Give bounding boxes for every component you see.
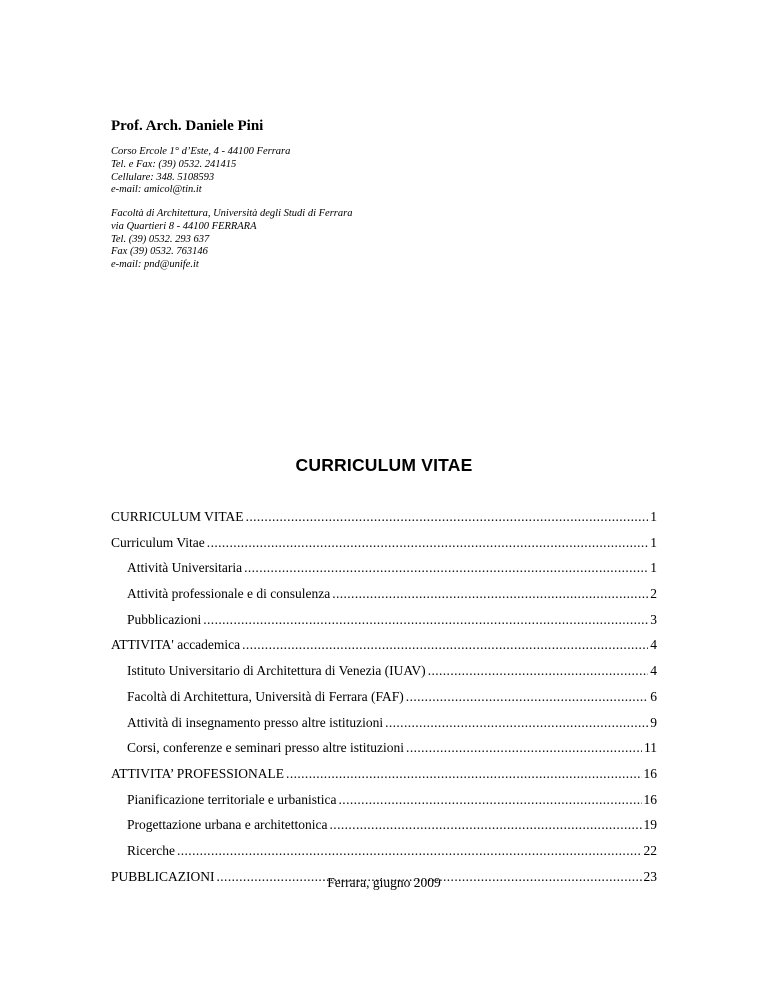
toc-entry[interactable]: [111, 843, 657, 869]
toc-entry-page: 2: [650, 586, 657, 602]
faculty-address-street: via Quartieri 8 - 44100 FERRARA: [111, 220, 257, 232]
home-address-email: e-mail: amicol@tin.it: [111, 184, 202, 196]
home-address-block: [111, 146, 290, 197]
toc-entry[interactable]: [111, 663, 657, 689]
toc-entry[interactable]: [111, 766, 657, 792]
toc-entry-label: Pubblicazioni: [127, 611, 202, 627]
toc-entry-page: 4: [650, 637, 657, 653]
toc-entry-label: Attività professionale e di consulenza: [127, 586, 331, 602]
toc-dot-leader: [330, 817, 642, 833]
toc-dot-leader: [428, 663, 649, 679]
toc-entry[interactable]: [111, 689, 657, 715]
toc-entry-label: ATTIVITA' accademica: [111, 637, 241, 653]
toc-entry-label: Attività di insegnamento presso altre istituzioni: [127, 714, 384, 730]
home-address-phone-fax: Tel. e Fax: (39) 0532. 241415: [111, 158, 237, 170]
faculty-address-fax: Fax (39) 0532. 763146: [111, 246, 208, 258]
toc-entry-page: 1: [650, 509, 657, 524]
toc-entry-label: PUBBLICAZIONI: [111, 868, 215, 884]
toc-entry-page: 16: [643, 765, 657, 781]
toc-dot-leader: [242, 637, 648, 653]
toc-entry-label: Curriculum Vitae: [111, 534, 205, 550]
toc-entry[interactable]: [111, 715, 657, 741]
toc-entry-label: Facoltà di Architettura, Università di Ferrara (FAF): [127, 688, 404, 704]
toc-dot-leader: [286, 766, 641, 782]
document-title: CURRICULUM VITAE: [295, 455, 473, 475]
toc-entry-page: 6: [650, 688, 657, 704]
toc-entry-page: 16: [643, 791, 657, 807]
toc-dot-leader: [244, 560, 648, 576]
toc-entry-page: 23: [643, 868, 657, 884]
toc-dot-leader: [406, 740, 642, 756]
toc-entry-label: Progettazione urbana e architettonica: [127, 817, 328, 833]
faculty-address-phone: Tel. (39) 0532. 293 637: [111, 233, 210, 245]
toc-entry[interactable]: [111, 637, 657, 663]
toc-entry[interactable]: [111, 612, 657, 638]
faculty-address-email: e-mail: pnd@unife.it: [111, 259, 199, 271]
toc-entry-label: Attività Universitaria: [127, 560, 243, 576]
toc-entry[interactable]: [111, 560, 657, 586]
toc-entry-page: 22: [643, 842, 657, 858]
toc-dot-leader: [177, 843, 642, 859]
toc-entry-page: 11: [644, 740, 657, 756]
toc-entry[interactable]: [111, 509, 657, 535]
toc-entry-label: CURRICULUM VITAE: [111, 509, 244, 524]
toc-dot-leader: [332, 586, 648, 602]
toc-entry[interactable]: [111, 535, 657, 561]
toc-entry-label: Corsi, conferenze e seminari presso altre istituzioni: [127, 740, 405, 756]
table-of-contents: [111, 509, 657, 894]
toc-entry-page: 3: [650, 611, 657, 627]
toc-entry-label: Pianificazione territoriale e urbanistica: [127, 791, 337, 807]
place-date: Ferrara, giugno 2009: [327, 875, 441, 890]
toc-dot-leader: [339, 792, 642, 808]
toc-dot-leader: [203, 612, 648, 628]
toc-entry[interactable]: [111, 792, 657, 818]
toc-entry-label: Ricerche: [127, 842, 175, 858]
toc-entry-page: 19: [643, 817, 657, 833]
toc-entry-page: 1: [650, 560, 657, 576]
faculty-address-institution: Facoltà di Architettura, Università degli Studi di Ferrara: [111, 208, 353, 219]
home-address-mobile: Cellulare: 348. 5108593: [111, 171, 215, 183]
faculty-address-block: [111, 208, 352, 272]
toc-entry-page: 4: [650, 663, 657, 679]
toc-entry[interactable]: [111, 586, 657, 612]
home-address-street: Corso Ercole 1° d’Este, 4 - 44100 Ferrara: [111, 146, 291, 157]
toc-dot-leader: [207, 535, 648, 551]
toc-dot-leader: [385, 715, 648, 731]
toc-entry[interactable]: [111, 817, 657, 843]
toc-entry-label: Istituto Universitario di Architettura di Venezia (IUAV): [127, 663, 426, 679]
toc-entry-page: 9: [650, 714, 657, 730]
toc-dot-leader: [406, 689, 648, 705]
toc-entry-page: 1: [650, 534, 657, 550]
author-name: Prof. Arch. Daniele Pini: [111, 118, 264, 134]
toc-entry[interactable]: [111, 740, 657, 766]
toc-dot-leader: [246, 509, 649, 525]
toc-entry-label: ATTIVITA’ PROFESSIONALE: [111, 765, 285, 781]
